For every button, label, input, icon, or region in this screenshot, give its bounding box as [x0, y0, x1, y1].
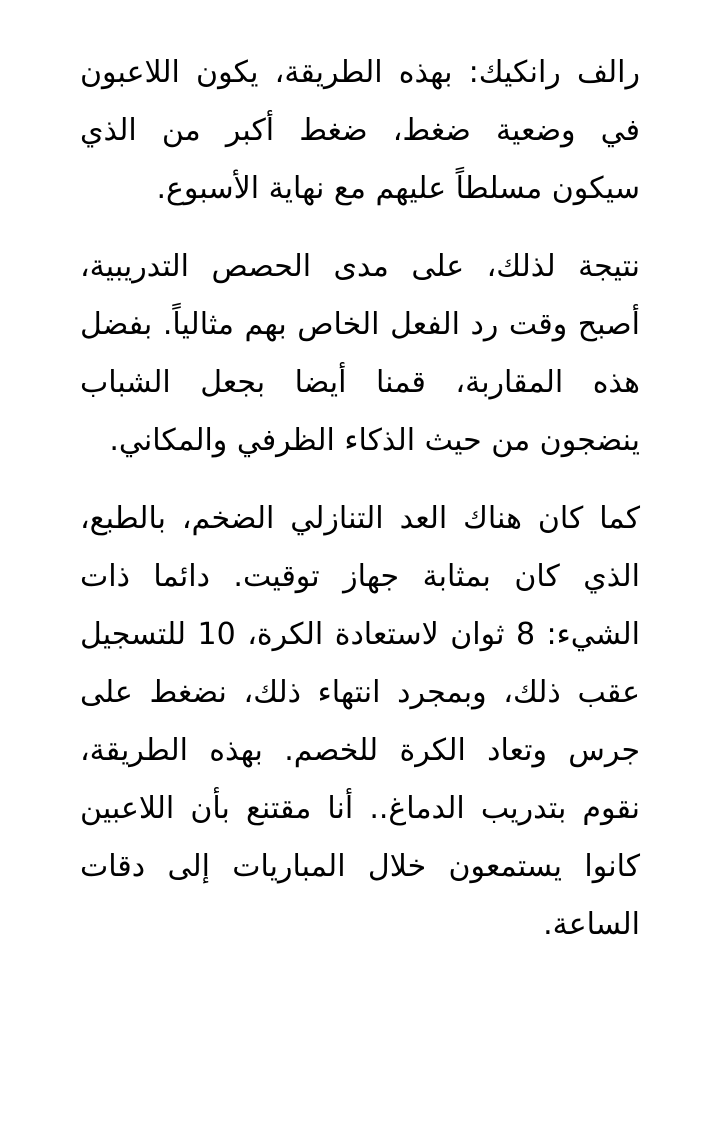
- paragraph-2: نتيجة لذلك، على مدى الحصص التدريبية، أصبح وقت رد الفعل الخاص بهم مثالياً. بفضل هذه المقاربة، قمنا أيضا بجعل الشباب ينضجون من حيث الذكاء الظرفي والمكاني.: [80, 249, 640, 458]
- paragraph-3: كما كان هناك العد التنازلي الضخم، بالطبع، الذي كان بمثابة جهاز توقيت. دائما ذات الشيء: 8 ثوان لاستعادة الكرة، 10 للتسجيل عقب ذلك، وبمجرد انتهاء ذلك، نضغط على جرس وتعاد الكرة للخصم. بهذه الطريقة، نقوم بتدريب الدماغ.. أنا مقتنع بأن اللاعبين كانوا يستمعون خلال المباريات إلى دقات الساعة.: [80, 501, 640, 942]
- paragraph-1: رالف رانكيك: بهذه الطريقة، يكون اللاعبون في وضعية ضغط، ضغط أكبر من الذي سيكون مسلطاً عليهم مع نهاية الأسبوع.: [80, 55, 640, 206]
- article-body: [80, 44, 640, 974]
